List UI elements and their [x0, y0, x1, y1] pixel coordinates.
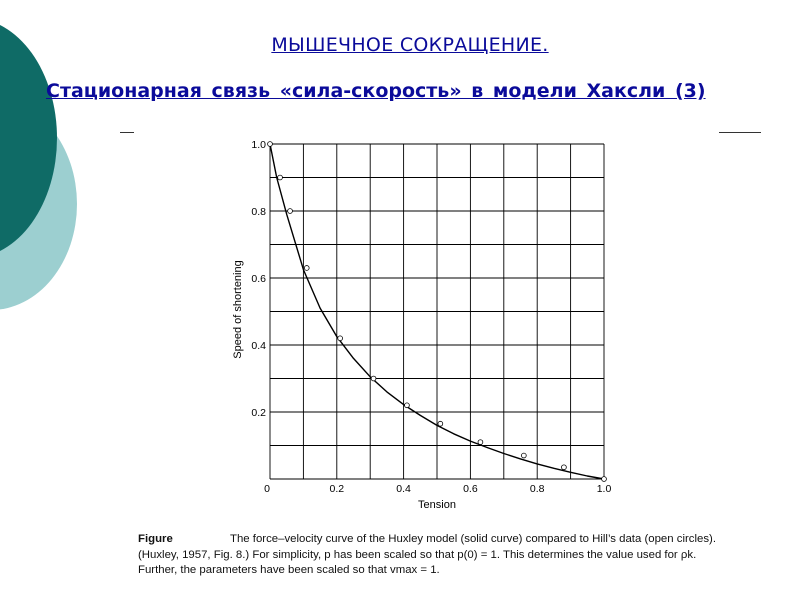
x-tick-label: 0.8: [529, 483, 545, 495]
y-tick-label: 0.4: [251, 340, 266, 352]
hill-data-point: [288, 209, 293, 214]
caption-label: Figure: [138, 533, 173, 545]
hill-data-point: [562, 465, 567, 470]
x-tick-label: 0.4: [396, 483, 411, 495]
hill-data-point: [278, 175, 283, 180]
y-tick-label: 0.8: [251, 206, 266, 218]
hill-data-point: [478, 440, 483, 445]
hill-data-point: [371, 376, 376, 381]
hill-data-point: [521, 453, 526, 458]
chart-grid: [270, 144, 604, 479]
x-tick-label: 0.6: [463, 483, 478, 495]
y-tick-label: 0.6: [251, 273, 266, 285]
x-axis-label: Tension: [418, 499, 456, 511]
hill-data-point: [338, 336, 343, 341]
y-tick-label: 1.0: [251, 139, 266, 151]
y-tick-label: 0.2: [251, 407, 266, 419]
hill-data-point: [602, 477, 607, 482]
x-tick-label: 0: [264, 483, 270, 495]
x-tick-label: 0.2: [329, 483, 345, 495]
y-axis-label: Speed of shortening: [232, 260, 244, 359]
slide-title: МЫШЕЧНОЕ СОКРАЩЕНИЕ.: [271, 34, 549, 56]
chart-ticks-layer: [251, 139, 611, 495]
hill-data-point: [405, 403, 410, 408]
hill-data-point: [268, 142, 273, 147]
figure-caption: [138, 532, 738, 579]
x-tick-label: 1.0: [596, 483, 612, 495]
hill-data-point: [438, 421, 443, 426]
caption-text: The force–velocity curve of the Huxley model (solid curve) compared to Hill’s data (open circles). (Huxley, 1957, Fig. 8.) For simplicity, p has been scaled so that p(0) = 1. This determines the value used for ρk. Further, the parameters have been scaled so that vmax = 1.: [138, 533, 716, 576]
slide-subtitle: Стационарная связь «сила-скорость» в модели Хаксли (3): [46, 80, 706, 102]
hill-data-point: [304, 266, 309, 271]
